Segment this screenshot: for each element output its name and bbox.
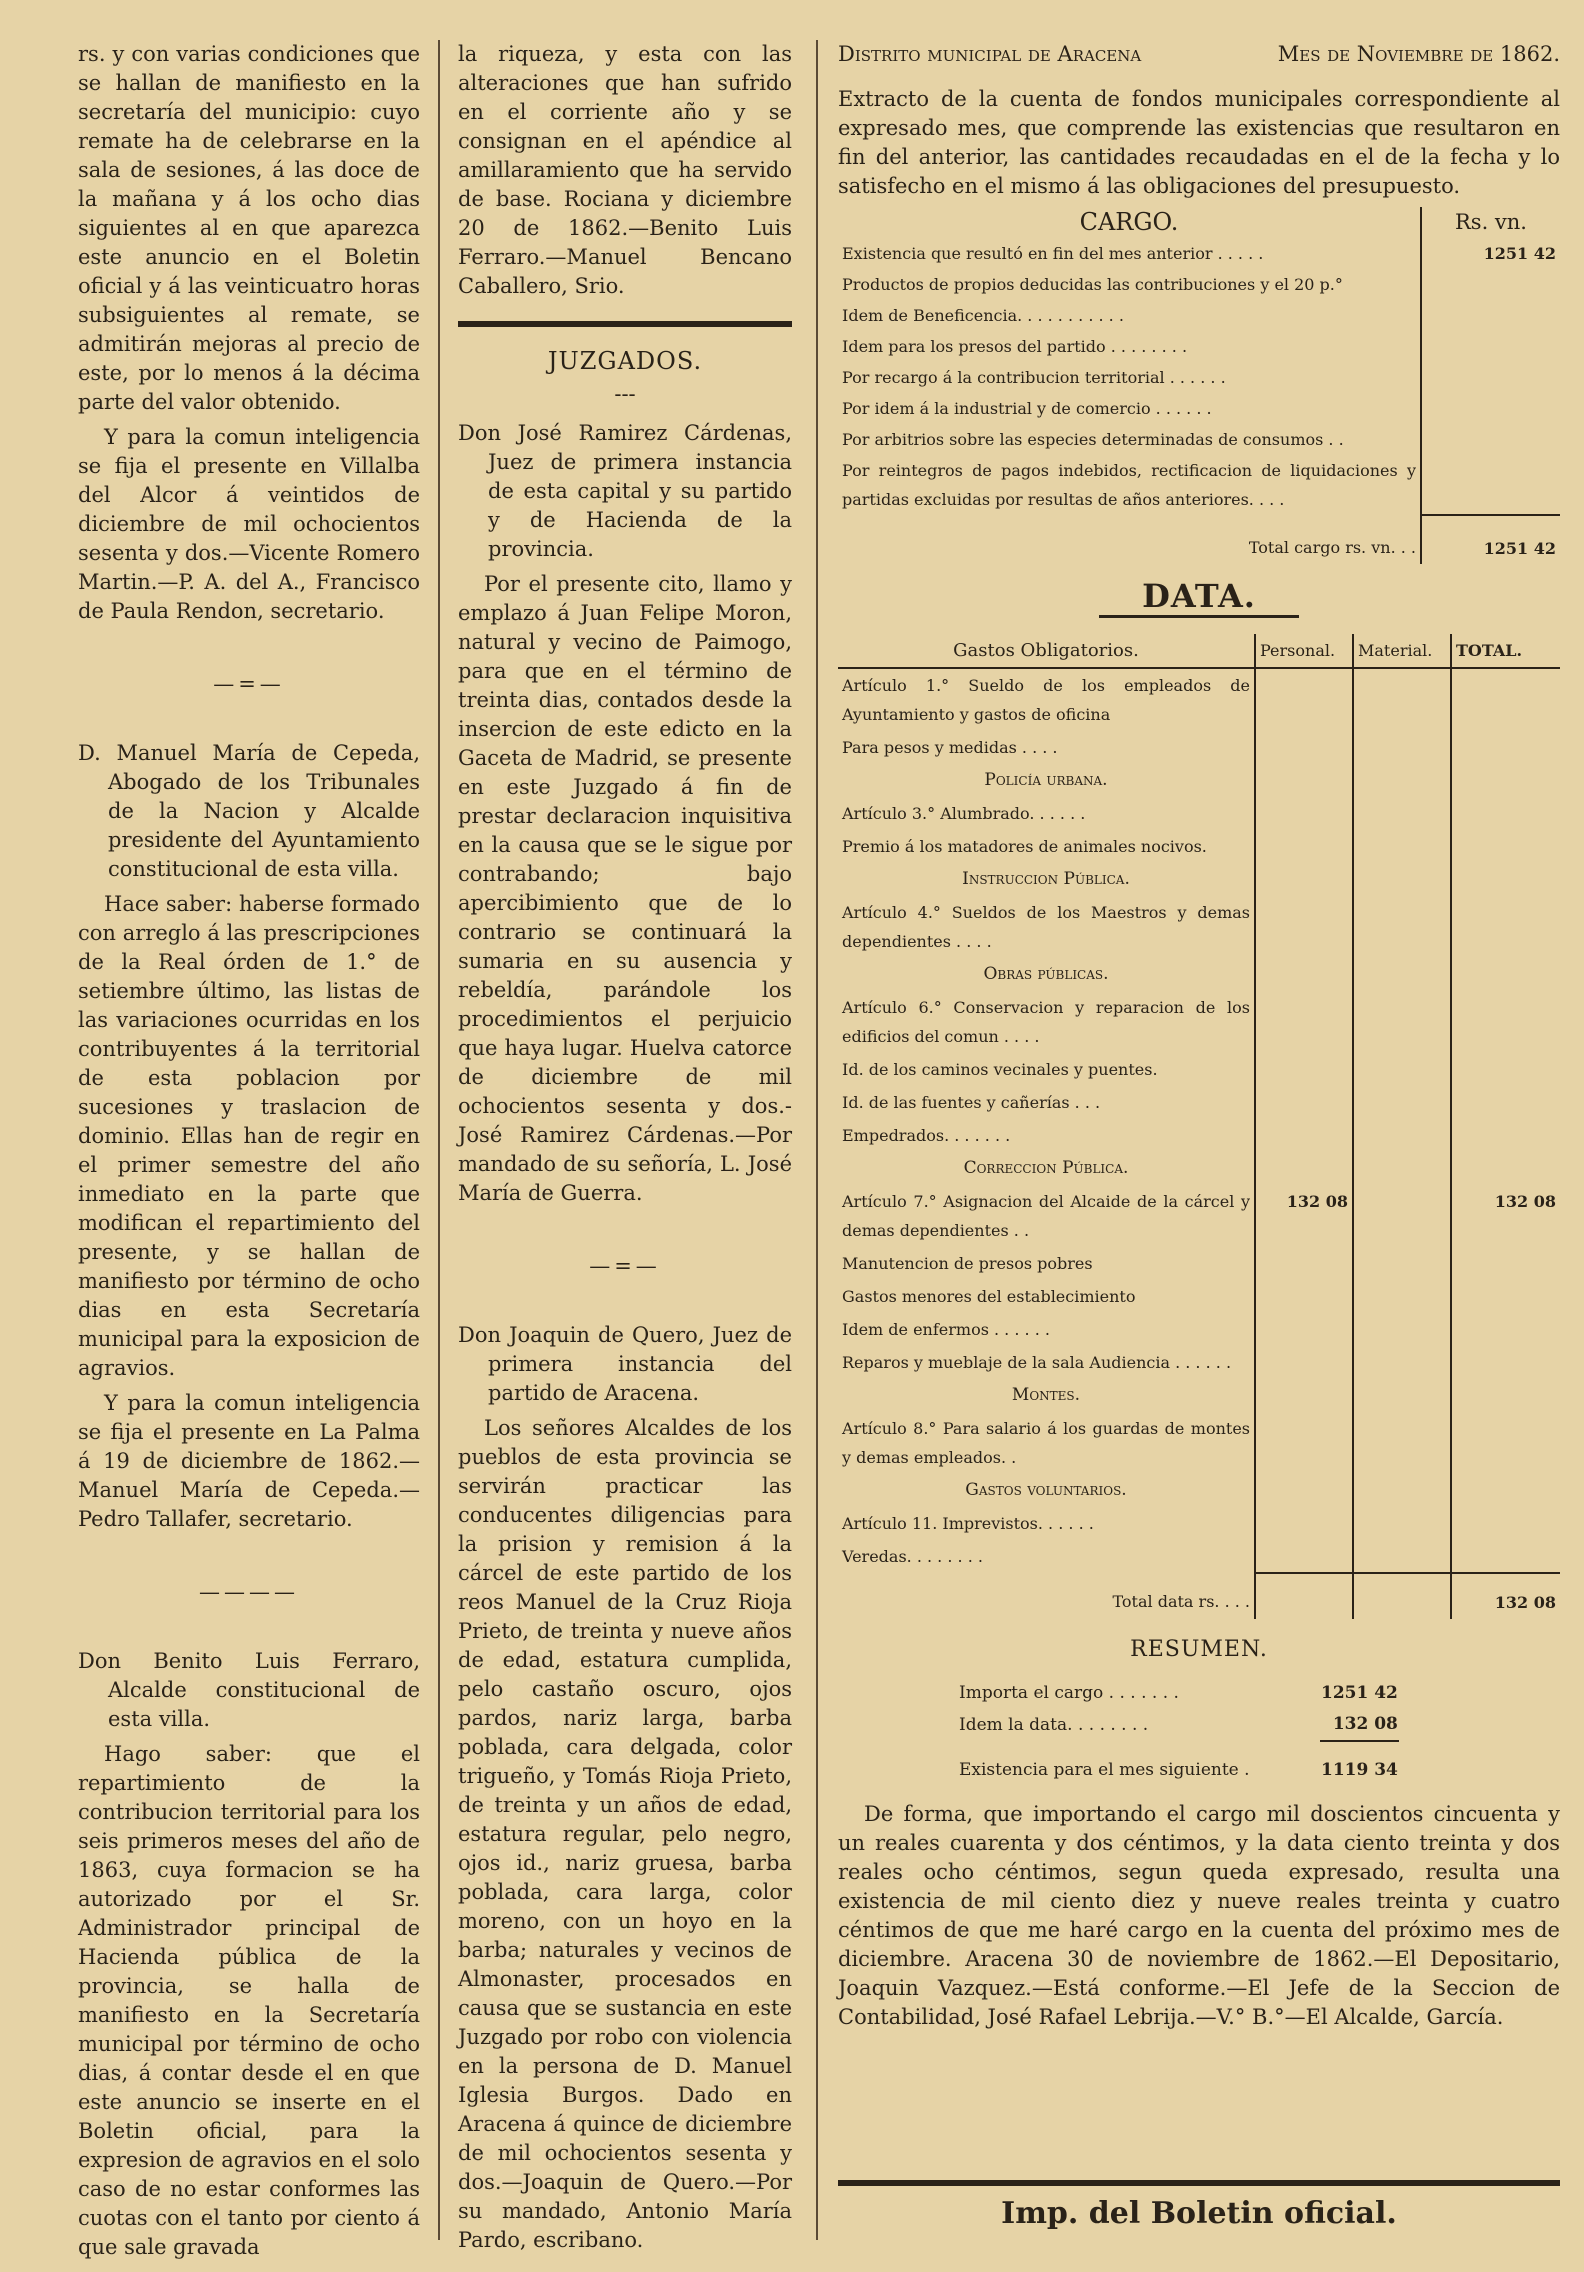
data-subheading-row: Montes. <box>838 1379 1560 1412</box>
cepeda-signature: Y para la comun inteligencia se fija el presente en La Palma á 19 de diciembre de 1862.—Manuel María de Cepeda.—Pedro Tallafer, secretario. <box>78 1391 420 1531</box>
data-total-header: TOTAL. <box>1451 634 1560 668</box>
data-subheading-row: Obras públicas. <box>838 958 1560 991</box>
table-row: Artículo 3.° Alumbrado. . . . . . <box>838 797 1560 830</box>
cargo-table <box>838 207 1560 564</box>
cepeda-notice: Hace saber: haberse formado con arreglo á las prescripciones de la Real órden de 1.° de setiembre último, las listas de las variaciones ocurridas en los contribuyentes á la territorial de esta poblacion por sucesiones y traslacion de dominio. Ellas han de regir en el primer semestre del año inmediato en la parte que modifican el repartimiento del presente, y se hallan de manifiesto por término de ocho dias en esta Secretaría municipal para la exposicion de agravios. <box>78 892 420 1380</box>
data-subheading-row: Policía urbana. <box>838 764 1560 797</box>
heavy-rule <box>458 321 792 327</box>
table-row: Artículo 4.° Sueldos de los Maestros y demas dependientes . . . . <box>838 896 1560 958</box>
table-row: Por arbitrios sobre las especies determinadas de consumos . . <box>838 424 1560 455</box>
villalba-notice-end: rs. y con varias condiciones que se hallan de manifiesto en la secretaría del municipio: cuyo remate ha de celebrarse en la sala de sesiones, á las doce de la mañana y á los ocho dias siguientes al en que aparezca este anuncio en el Boletin oficial y á las veinticuatro horas subsiguientes al remate, se admitirán mejoras al precio de este, por lo menos á la décima parte del valor obtenido. <box>78 42 420 414</box>
cargo-total-row: Total cargo rs. vn. . . 1251 42 <box>838 515 1560 564</box>
ferraro-notice-end: la riqueza, y esta con las alteraciones que han sufrido en el corriente año y se consignan en el apéndice al amillaramiento que ha servido de base. Rociana y diciembre 20 de 1862.—Benito Luis Ferraro.—Manuel Bencano Caballero, Srio. <box>458 42 792 298</box>
resumen-title: RESUMEN. <box>1130 1637 1268 1662</box>
table-row: Reparos y mueblaje de la sala Audiencia . . . . . . <box>838 1346 1560 1379</box>
table-row: Existencia que resultó en fin del mes anterior . . . . . 1251 42 <box>838 238 1560 269</box>
column-2 <box>458 40 792 2261</box>
table-row: Productos de propios deducidas las contribuciones y el 20 p.° <box>838 269 1560 300</box>
table-row: Importa el cargo . . . . . . . 1251 42 <box>959 1683 1398 1703</box>
table-row: Id. de las fuentes y cañerías . . . <box>838 1086 1560 1119</box>
cargo-col-header: Rs. vn. <box>1421 207 1560 238</box>
table-row: Idem de Beneficencia. . . . . . . . . . . <box>838 300 1560 331</box>
table-row: Premio á los matadores de animales nocivos. <box>838 830 1560 863</box>
data-table <box>838 634 1560 1619</box>
quero-edict: Los señores Alcaldes de los pueblos de esta provincia se servirán practicar las conducentes diligencias para la prision y remision á la cárcel de este partido de los reos Manuel de la Cruz Rioja Prieto, de treinta y nueve años de edad, estatura cumplida, pelo castaño oscuro, ojos pardos, nariz larga, barba poblada, cara delgada, color trigueño, y Tomás Rioja Prieto, de treinta y un años de edad, estatura regular, pelo negro, ojos id., nariz gruesa, barba poblada, cara larga, color moreno, con un hoyo en la barba; naturales y vecinos de Almonaster, procesados en causa que se sustancia en este Juzgado por robo con violencia en la persona de D. Manuel Iglesia Burgos. Dado en Aracena á quince de diciembre de mil ochocientos sesenta y dos.—Joaquin de Quero.—Por su mandado, Antonio María Pardo, escribano. <box>458 1416 792 2252</box>
ferraro-heading: Don Benito Luis Ferraro, Alcalde constitucional de esta villa. <box>78 1649 420 1731</box>
table-row: Manutencion de presos pobres <box>838 1247 1560 1280</box>
column-rule-2 <box>816 40 818 2240</box>
table-row: Gastos menores del establecimiento <box>838 1280 1560 1313</box>
table-row: Artículo 1.° Sueldo de los empleados de Ayuntamiento y gastos de oficina <box>838 668 1560 731</box>
data-title-rule <box>1099 615 1299 618</box>
data-material-header: Material. <box>1353 634 1451 668</box>
data-subheading-row: Instruccion Pública. <box>838 863 1560 896</box>
column-1 <box>78 40 420 2268</box>
quero-heading: Don Joaquin de Quero, Juez de primera instancia del partido de Aracena. <box>458 1323 792 1405</box>
table-row: Artículo 6.° Conservacion y reparacion de los edificios del comun . . . . <box>838 991 1560 1053</box>
table-row: Idem para los presos del partido . . . . . . . . <box>838 331 1560 362</box>
table-row: Id. de los caminos vecinales y puentes. <box>838 1053 1560 1086</box>
separator: —=— <box>589 1254 661 1278</box>
column-3 <box>838 40 1560 2038</box>
data-concept-header: Gastos Obligatorios. <box>953 640 1139 661</box>
data-total-row: Total data rs. . . . 132 08 <box>838 1573 1560 1619</box>
separator: —=— <box>213 672 285 696</box>
month-label: Mes de Noviembre de 1862. <box>1277 42 1560 66</box>
resumen-table <box>958 1678 1399 1786</box>
table-row: Idem de enfermos . . . . . . <box>838 1313 1560 1346</box>
section-dash: --- <box>614 382 636 406</box>
table-row: Idem la data. . . . . . . . 132 08 <box>959 1714 1398 1735</box>
cepeda-heading: D. Manuel María de Cepeda, Abogado de los Tribunales de la Nacion y Alcalde presidente del Ayuntamiento constitucional de esta villa. <box>78 741 420 881</box>
villalba-signature: Y para la comun inteligencia se fija el presente en Villalba del Alcor á veintidos de diciembre de mil ochocientos sesenta y dos.—Vicente Romero Martin.—P. A. del A., Francisco de Paula Rendon, secretario. <box>78 425 420 623</box>
table-row: Por idem á la industrial y de comercio . . . . . . <box>838 393 1560 424</box>
bottom-rule <box>838 2180 1560 2186</box>
district-label: Distrito municipal de Aracena <box>838 42 1142 66</box>
data-subheading-row: Correccion Pública. <box>838 1152 1560 1185</box>
table-row: Artículo 7.° Asignacion del Alcaide de la cárcel y demas dependientes . . 132 08 132 08 <box>838 1185 1560 1247</box>
closing-text: De forma, que importando el cargo mil doscientos cincuenta y un reales cuarenta y dos céntimos, y la data ciento treinta y dos reales ocho céntimos, segun queda expresado, resulta una existencia de mil ciento diez y nueve reales treinta y cuatro céntimos de que me haré cargo en la cuenta del próximo mes de diciembre. Aracena 30 de noviembre de 1862.—El Depositario, Joaquin Vazquez.—Está conforme.—El Jefe de la Seccion de Contabilidad, José Rafael Lebrija.—V.° B.°—El Alcalde, García. <box>838 1802 1560 2029</box>
table-row: Artículo 11. Imprevistos. . . . . . <box>838 1507 1560 1540</box>
account-extract: Extracto de la cuenta de fondos municipales correspondiente al expresado mes, que comprende las existencias que resultaron en fin del anterior, las cantidades recaudadas en el de la fecha y lo satisfecho en el mismo á las obligaciones del presupuesto. <box>838 87 1560 198</box>
table-row: Existencia para el mes siguiente . 1119 34 <box>958 1741 1399 1786</box>
juzgados-title: JUZGADOS. <box>547 347 703 375</box>
table-row: Por recargo á la contribucion territorial . . . . . . <box>838 362 1560 393</box>
data-subheading-row: Gastos voluntarios. <box>838 1474 1560 1507</box>
ferraro-notice: Hago saber: que el repartimiento de la contribucion territorial para los seis primeros meses del año de 1863, cuya formacion se ha autorizado por el Sr. Administrador principal de Hacienda pública de la provincia, se halla de manifiesto en la Secretaría municipal por término de ocho dias, á contar desde el en que este anuncio se inserte en el Boletin oficial, para la expresion de agravios en el solo caso de no estar conformes las cuotas con el tanto por ciento á que sale gravada <box>78 1742 420 2259</box>
table-row: Para pesos y medidas . . . . <box>838 731 1560 764</box>
column-rule-1 <box>438 40 440 2240</box>
ramirez-heading: Don José Ramirez Cárdenas, Juez de primera instancia de esta capital y su partido y de Hacienda de la provincia. <box>458 421 792 561</box>
table-row: Empedrados. . . . . . . <box>838 1119 1560 1152</box>
ramirez-edict: Por el presente cito, llamo y emplazo á Juan Felipe Moron, natural y vecino de Paimogo, para que en el término de treinta dias, contados desde la insercion de este edicto en la Gaceta de Madrid, se presente en este Juzgado á fin de prestar declaracion inquisitiva en la causa que se le sigue por contrabando; bajo apercibimiento que de lo contrario se continuará la sumaria en su ausencia y rebeldía, parándole los procedimientos el perjuicio que haya lugar. Huelva catorce de diciembre de mil ochocientos sesenta y dos.-José Ramirez Cárdenas.—Por mandado de su señoría, L. José María de Guerra. <box>458 572 792 1205</box>
data-personal-header: Personal. <box>1255 634 1353 668</box>
table-row: Artículo 8.° Para salario á los guardas de montes y demas empleados. . <box>838 1412 1560 1474</box>
table-row: Por reintegros de pagos indebidos, rectificacion de liquidaciones y partidas excluidas por resultas de años anteriores. . . . <box>838 455 1560 515</box>
data-title: DATA. <box>1142 577 1256 615</box>
table-row: Veredas. . . . . . . . <box>838 1540 1560 1573</box>
imprint: Imp. del Boletin oficial. <box>1001 2196 1397 2231</box>
cargo-title: CARGO. <box>1079 208 1179 236</box>
separator: ———— <box>199 1580 299 1604</box>
account-header <box>838 40 1560 69</box>
